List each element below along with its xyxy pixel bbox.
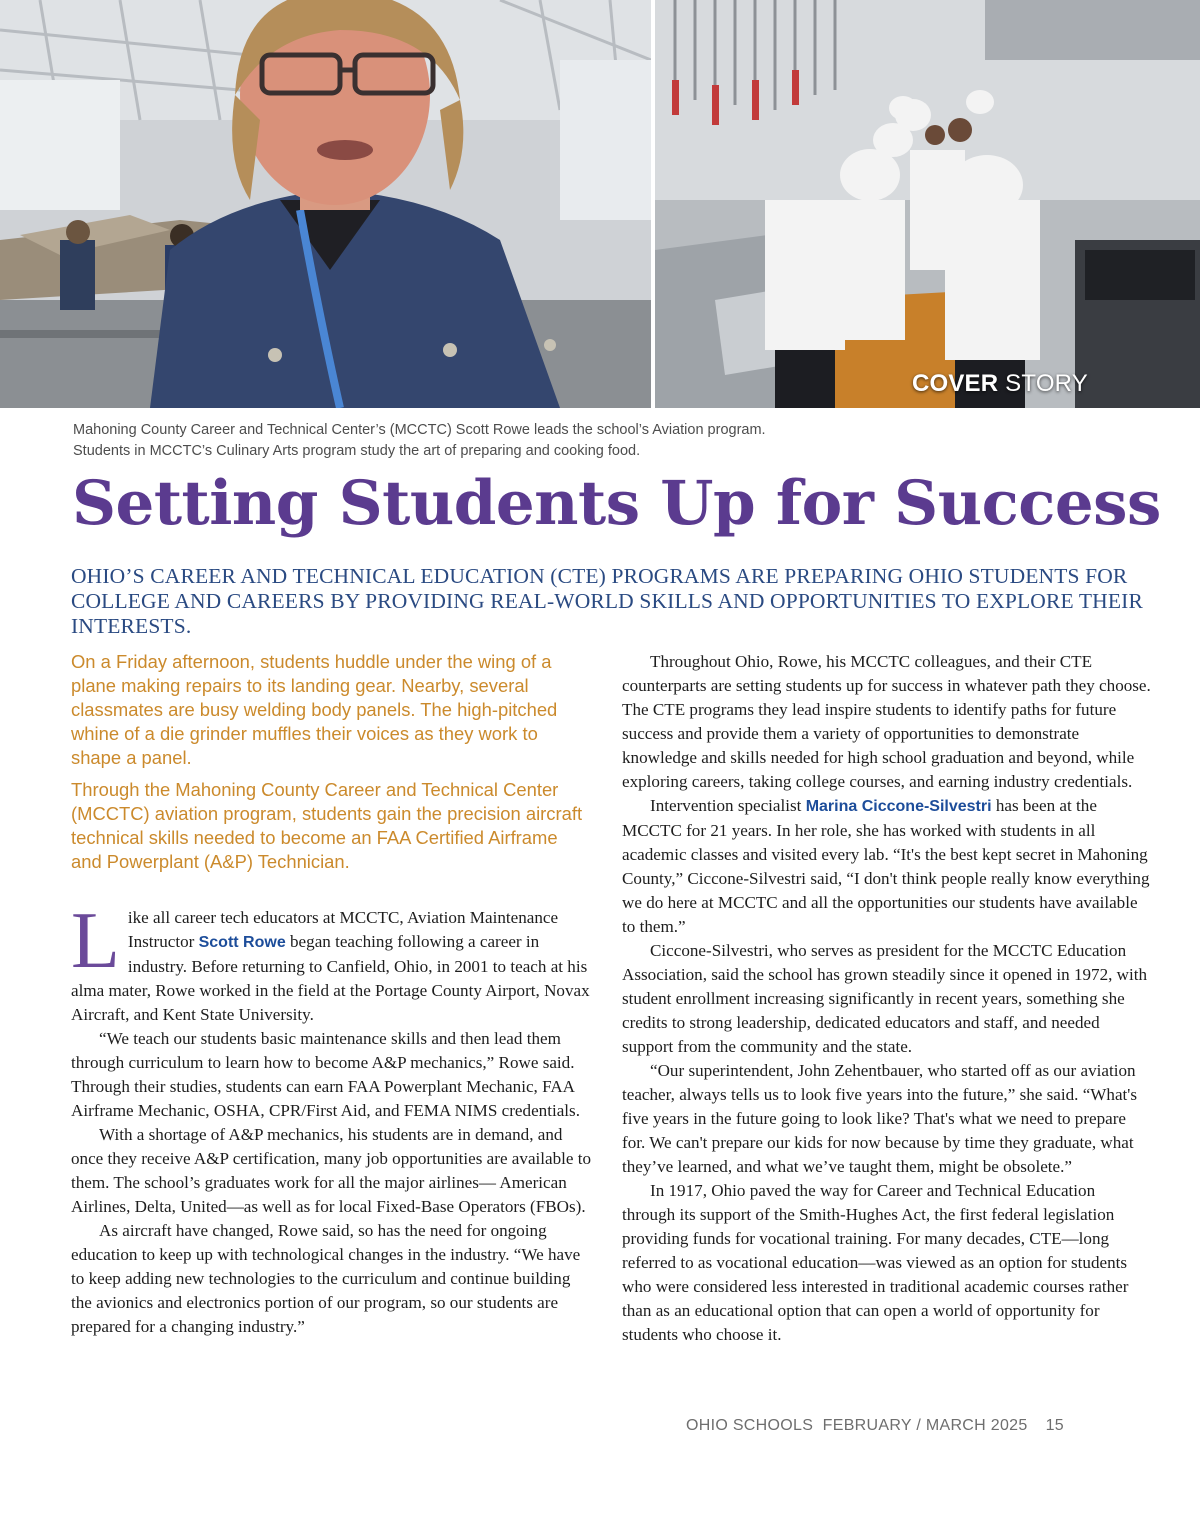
body-paragraph: In 1917, Ohio paved the way for Career and Technical Education through its support of the Smith-Hughes Act, the first federal legislation providing funds for vocational training. For many decades, CTE—long referred to as vocational education—was viewed as an option for students who were considered less interested in traditional academic courses rather than as an educational option that can open a world of opportunity for students who choose it.	[622, 1181, 1129, 1344]
aviation-photo-illustration	[0, 0, 651, 408]
intro-paragraph: On a Friday afternoon, students huddle under the wing of a plane making repairs to its landing gear. Nearby, several classmates are busy welding body panels. The high-pitched whine of a die grinder muffles their voices as they work to shape a panel.	[71, 651, 558, 768]
body-column-right	[622, 650, 1152, 1347]
page-footer	[686, 1417, 1064, 1435]
culinary-photo-illustration	[655, 0, 1200, 408]
caption-aviation: Mahoning County Career and Technical Center’s (MCCTC) Scott Rowe leads the school’s Aviation program.	[73, 422, 766, 438]
name-marina-ciccone-silvestri: Marina Ciccone-Silvestri	[805, 798, 992, 815]
body-column-left	[71, 897, 593, 1339]
cover-story-tag	[912, 370, 1088, 398]
article-deck: OHIO’S CAREER AND TECHNICAL EDUCATION (CTE) PROGRAMS ARE PREPARING OHIO STUDENTS FOR COLLEGE AND CAREERS BY PROVIDING REAL-WORLD SKILLS AND OPPORTUNITIES TO EXPLORE THEIR INTERESTS.	[71, 564, 1143, 638]
body-text: began teaching following a career in industry. Before returning to Canfield, Ohio, in 2001 to teach at his alma mater, Rowe worked in the field at the Portage County Airport, Novax Aircraft, and Kent State University.	[71, 932, 590, 1024]
photo-aviation-instructor	[0, 0, 651, 408]
body-text: ike all career tech educators at MCCTC, Aviation Maintenance Instructor	[127, 908, 559, 951]
article-headline: Setting Students Up for Success	[72, 468, 1161, 539]
cover-tag-bold: COVER	[911, 370, 999, 397]
body-paragraph: “Our superintendent, John Zehentbauer, who started off as our aviation teacher, always tells us to look five years into the future,” she said. “What's five years in the future going to look like? That's what we need to prepare for. We can't prepare our kids for now because by time they graduate, what they’ve learned, and what we’ve taught them, might be obsolete.”	[622, 1061, 1138, 1176]
page-number: 15	[1045, 1417, 1064, 1434]
photo-captions	[73, 420, 766, 462]
article-intro	[71, 650, 591, 882]
body-paragraph	[622, 794, 1152, 939]
photo-culinary-students	[655, 0, 1200, 408]
body-paragraph: Ciccone-Silvestri, who serves as president for the MCCTC Education Association, said the school has grown steadily since it opened in 1972, with student enrollment increasing significantly in recent years, something she credits to strong leadership, dedicated educators and staff, and needed support from the community and the state.	[622, 941, 1148, 1056]
body-paragraph: “We teach our students basic maintenance skills and then lead them through curriculum to learn how to become A&P mechanics,” Rowe said. Through their studies, students can earn FAA Powerplant Mechanic, FAA Airframe Mechanic, OSHA, CPR/First Aid, and FEMA NIMS credentials.	[71, 1029, 580, 1120]
body-text: has been at the MCCTC for 21 years. In her role, she has worked with students in all academic classes and visited every lab. “It's the best kept secret in Mahoning County,” Ciccone-Silvestri said, “I don't think people really know everything we do here at MCCTC and all the opportunities our students have available to them.”	[622, 796, 1150, 936]
intro-paragraph: Through the Mahoning County Career and Technical Center (MCCTC) aviation program, students gain the precision aircraft technical skills needed to become an FAA Certified Airframe and Powerplant (A&P) Technician.	[71, 779, 583, 872]
body-text: Intervention specialist	[650, 796, 806, 815]
body-paragraph: Throughout Ohio, Rowe, his MCCTC colleagues, and their CTE counterparts are setting students up for success in whatever path they choose. The CTE programs they lead inspire students to identify paths for future success and provide them a variety of opportunities to demonstrate knowledge and skills needed for high school graduation and beyond, while exploring careers, taking college courses, and earning industry credentials.	[622, 652, 1151, 791]
footer-publication: OHIO SCHOOLS FEBRUARY / MARCH 2025	[686, 1417, 1028, 1434]
body-paragraph	[71, 897, 593, 1027]
body-paragraph: As aircraft have changed, Rowe said, so has the need for ongoing education to keep up with technological changes in the industry. “We have to keep adding new technologies to the curriculum and continue building the avionics and electronics portion of our program, so our students are prepared for a changing industry.”	[71, 1221, 581, 1336]
caption-culinary: Students in MCCTC’s Culinary Arts program study the art of preparing and cooking food.	[73, 443, 641, 459]
cover-tag-rest: STORY	[998, 370, 1088, 397]
name-scott-rowe: Scott Rowe	[198, 934, 286, 951]
drop-cap: L	[71, 897, 120, 985]
body-paragraph: With a shortage of A&P mechanics, his students are in demand, and once they receive A&P certification, many job opportunities are available to them. The school’s graduates work for all the major airlines— American Airlines, Delta, United—as well as for local Fixed-Base Operators (FBOs).	[71, 1125, 592, 1216]
